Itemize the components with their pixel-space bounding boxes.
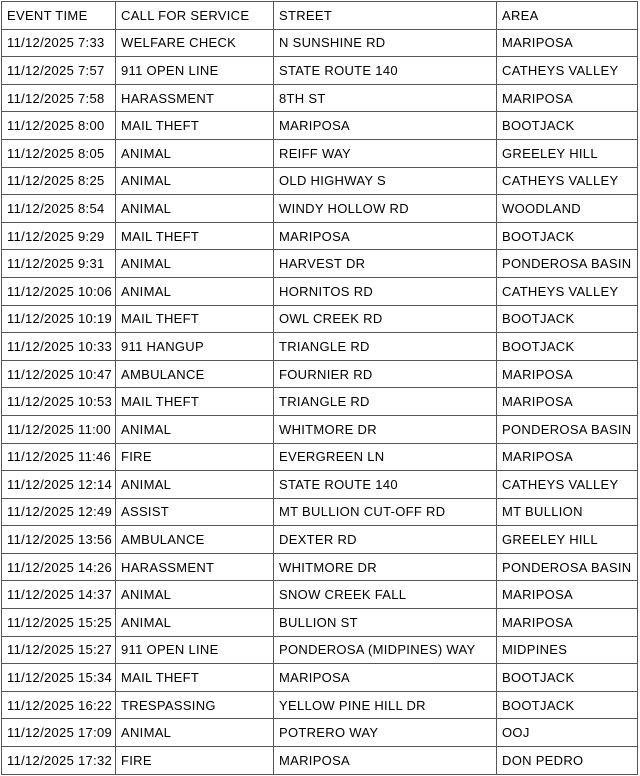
table-row bbox=[2, 195, 638, 223]
cell-call-for-service: MAIL THEFT bbox=[116, 112, 274, 140]
cell-call-for-service: AMBULANCE bbox=[116, 526, 274, 554]
cell-street: MARIPOSA bbox=[274, 222, 497, 250]
cell-event-time: 11/12/2025 9:31 bbox=[2, 250, 116, 278]
table-row bbox=[2, 277, 638, 305]
cell-area: PONDEROSA BASIN bbox=[497, 415, 638, 443]
cell-event-time: 11/12/2025 8:25 bbox=[2, 167, 116, 195]
cell-area: GREELEY HILL bbox=[497, 139, 638, 167]
cell-event-time: 11/12/2025 15:27 bbox=[2, 636, 116, 664]
cell-call-for-service: HARASSMENT bbox=[116, 553, 274, 581]
table-row bbox=[2, 250, 638, 278]
cell-event-time: 11/12/2025 17:09 bbox=[2, 719, 116, 747]
cell-call-for-service: MAIL THEFT bbox=[116, 305, 274, 333]
cell-event-time: 11/12/2025 7:33 bbox=[2, 29, 116, 57]
cell-street: STATE ROUTE 140 bbox=[274, 471, 497, 499]
cell-area: BOOTJACK bbox=[497, 333, 638, 361]
cell-street: HORNITOS RD bbox=[274, 277, 497, 305]
cell-call-for-service: HARASSMENT bbox=[116, 84, 274, 112]
cell-area: MARIPOSA bbox=[497, 29, 638, 57]
header-row bbox=[2, 2, 638, 30]
cell-event-time: 11/12/2025 15:25 bbox=[2, 609, 116, 637]
header-call-for-service: CALL FOR SERVICE bbox=[116, 2, 274, 30]
cell-street: WHITMORE DR bbox=[274, 415, 497, 443]
cell-event-time: 11/12/2025 10:19 bbox=[2, 305, 116, 333]
table-row bbox=[2, 719, 638, 747]
cell-call-for-service: ANIMAL bbox=[116, 415, 274, 443]
cell-event-time: 11/12/2025 10:53 bbox=[2, 388, 116, 416]
cell-area: MT BULLION bbox=[497, 498, 638, 526]
table-row bbox=[2, 498, 638, 526]
cell-event-time: 11/12/2025 17:32 bbox=[2, 747, 116, 775]
cell-event-time: 11/12/2025 14:26 bbox=[2, 553, 116, 581]
cell-call-for-service: ANIMAL bbox=[116, 277, 274, 305]
cell-event-time: 11/12/2025 10:47 bbox=[2, 360, 116, 388]
cell-call-for-service: ANIMAL bbox=[116, 139, 274, 167]
cell-call-for-service: MAIL THEFT bbox=[116, 388, 274, 416]
cell-street: OLD HIGHWAY S bbox=[274, 167, 497, 195]
table-row bbox=[2, 167, 638, 195]
cell-call-for-service: MAIL THEFT bbox=[116, 222, 274, 250]
cell-street: OWL CREEK RD bbox=[274, 305, 497, 333]
cell-event-time: 11/12/2025 8:00 bbox=[2, 112, 116, 140]
table-row bbox=[2, 388, 638, 416]
table-row bbox=[2, 415, 638, 443]
cell-area: DON PEDRO bbox=[497, 747, 638, 775]
cell-event-time: 11/12/2025 7:57 bbox=[2, 57, 116, 85]
cell-call-for-service: 911 HANGUP bbox=[116, 333, 274, 361]
cell-call-for-service: TRESPASSING bbox=[116, 691, 274, 719]
table-row bbox=[2, 29, 638, 57]
cell-street: POTRERO WAY bbox=[274, 719, 497, 747]
cell-event-time: 11/12/2025 10:06 bbox=[2, 277, 116, 305]
cell-call-for-service: FIRE bbox=[116, 443, 274, 471]
cell-street: BULLION ST bbox=[274, 609, 497, 637]
cell-event-time: 11/12/2025 12:14 bbox=[2, 471, 116, 499]
table-row bbox=[2, 222, 638, 250]
table-row bbox=[2, 360, 638, 388]
table-row bbox=[2, 112, 638, 140]
cell-street: SNOW CREEK FALL bbox=[274, 581, 497, 609]
table-row bbox=[2, 581, 638, 609]
cell-area: MARIPOSA bbox=[497, 609, 638, 637]
cell-street: TRIANGLE RD bbox=[274, 333, 497, 361]
header-area: AREA bbox=[497, 2, 638, 30]
cell-area: MARIPOSA bbox=[497, 443, 638, 471]
cell-call-for-service: ANIMAL bbox=[116, 250, 274, 278]
header-event-time: EVENT TIME bbox=[2, 2, 116, 30]
table-row bbox=[2, 553, 638, 581]
cell-call-for-service: ANIMAL bbox=[116, 581, 274, 609]
cell-event-time: 11/12/2025 14:37 bbox=[2, 581, 116, 609]
cell-event-time: 11/12/2025 12:49 bbox=[2, 498, 116, 526]
cell-area: MARIPOSA bbox=[497, 84, 638, 112]
cell-street: N SUNSHINE RD bbox=[274, 29, 497, 57]
cell-call-for-service: 911 OPEN LINE bbox=[116, 57, 274, 85]
cell-area: CATHEYS VALLEY bbox=[497, 277, 638, 305]
cell-area: MIDPINES bbox=[497, 636, 638, 664]
cell-street: MARIPOSA bbox=[274, 112, 497, 140]
cell-street: MT BULLION CUT-OFF RD bbox=[274, 498, 497, 526]
cell-street: 8TH ST bbox=[274, 84, 497, 112]
table-row bbox=[2, 526, 638, 554]
cell-call-for-service: ANIMAL bbox=[116, 167, 274, 195]
cell-street: HARVEST DR bbox=[274, 250, 497, 278]
table-row bbox=[2, 443, 638, 471]
cell-street: MARIPOSA bbox=[274, 747, 497, 775]
cell-event-time: 11/12/2025 13:56 bbox=[2, 526, 116, 554]
header-street: STREET bbox=[274, 2, 497, 30]
cell-area: PONDEROSA BASIN bbox=[497, 553, 638, 581]
cell-street: REIFF WAY bbox=[274, 139, 497, 167]
table-row bbox=[2, 747, 638, 775]
cell-street: MARIPOSA bbox=[274, 664, 497, 692]
cell-street: TRIANGLE RD bbox=[274, 388, 497, 416]
cell-area: BOOTJACK bbox=[497, 664, 638, 692]
cell-call-for-service: ANIMAL bbox=[116, 609, 274, 637]
cell-event-time: 11/12/2025 8:54 bbox=[2, 195, 116, 223]
cell-event-time: 11/12/2025 8:05 bbox=[2, 139, 116, 167]
cell-call-for-service: 911 OPEN LINE bbox=[116, 636, 274, 664]
cell-event-time: 11/12/2025 11:46 bbox=[2, 443, 116, 471]
cell-area: GREELEY HILL bbox=[497, 526, 638, 554]
cell-call-for-service: ANIMAL bbox=[116, 719, 274, 747]
table-row bbox=[2, 57, 638, 85]
cell-area: BOOTJACK bbox=[497, 691, 638, 719]
cell-street: DEXTER RD bbox=[274, 526, 497, 554]
cell-event-time: 11/12/2025 9:29 bbox=[2, 222, 116, 250]
cell-street: FOURNIER RD bbox=[274, 360, 497, 388]
cell-area: CATHEYS VALLEY bbox=[497, 471, 638, 499]
cell-area: BOOTJACK bbox=[497, 112, 638, 140]
cell-area: WOODLAND bbox=[497, 195, 638, 223]
table-row bbox=[2, 664, 638, 692]
cell-street: PONDEROSA (MIDPINES) WAY bbox=[274, 636, 497, 664]
cell-event-time: 11/12/2025 11:00 bbox=[2, 415, 116, 443]
cell-call-for-service: AMBULANCE bbox=[116, 360, 274, 388]
cell-call-for-service: ASSIST bbox=[116, 498, 274, 526]
call-log-table bbox=[1, 1, 638, 775]
cell-call-for-service: WELFARE CHECK bbox=[116, 29, 274, 57]
cell-street: WINDY HOLLOW RD bbox=[274, 195, 497, 223]
cell-street: YELLOW PINE HILL DR bbox=[274, 691, 497, 719]
cell-area: CATHEYS VALLEY bbox=[497, 57, 638, 85]
cell-street: STATE ROUTE 140 bbox=[274, 57, 497, 85]
cell-area: BOOTJACK bbox=[497, 222, 638, 250]
cell-area: PONDEROSA BASIN bbox=[497, 250, 638, 278]
cell-event-time: 11/12/2025 15:34 bbox=[2, 664, 116, 692]
table-row bbox=[2, 471, 638, 499]
table-row bbox=[2, 691, 638, 719]
cell-area: MARIPOSA bbox=[497, 388, 638, 416]
table-row bbox=[2, 609, 638, 637]
cell-call-for-service: ANIMAL bbox=[116, 195, 274, 223]
cell-call-for-service: ANIMAL bbox=[116, 471, 274, 499]
table-row bbox=[2, 333, 638, 361]
cell-area: CATHEYS VALLEY bbox=[497, 167, 638, 195]
cell-street: WHITMORE DR bbox=[274, 553, 497, 581]
cell-call-for-service: FIRE bbox=[116, 747, 274, 775]
table-row bbox=[2, 84, 638, 112]
cell-call-for-service: MAIL THEFT bbox=[116, 664, 274, 692]
cell-area: OOJ bbox=[497, 719, 638, 747]
table-row bbox=[2, 139, 638, 167]
cell-area: BOOTJACK bbox=[497, 305, 638, 333]
cell-event-time: 11/12/2025 16:22 bbox=[2, 691, 116, 719]
table-row bbox=[2, 636, 638, 664]
cell-street: EVERGREEN LN bbox=[274, 443, 497, 471]
cell-event-time: 11/12/2025 7:58 bbox=[2, 84, 116, 112]
cell-area: MARIPOSA bbox=[497, 360, 638, 388]
cell-event-time: 11/12/2025 10:33 bbox=[2, 333, 116, 361]
table-row bbox=[2, 305, 638, 333]
cell-area: MARIPOSA bbox=[497, 581, 638, 609]
